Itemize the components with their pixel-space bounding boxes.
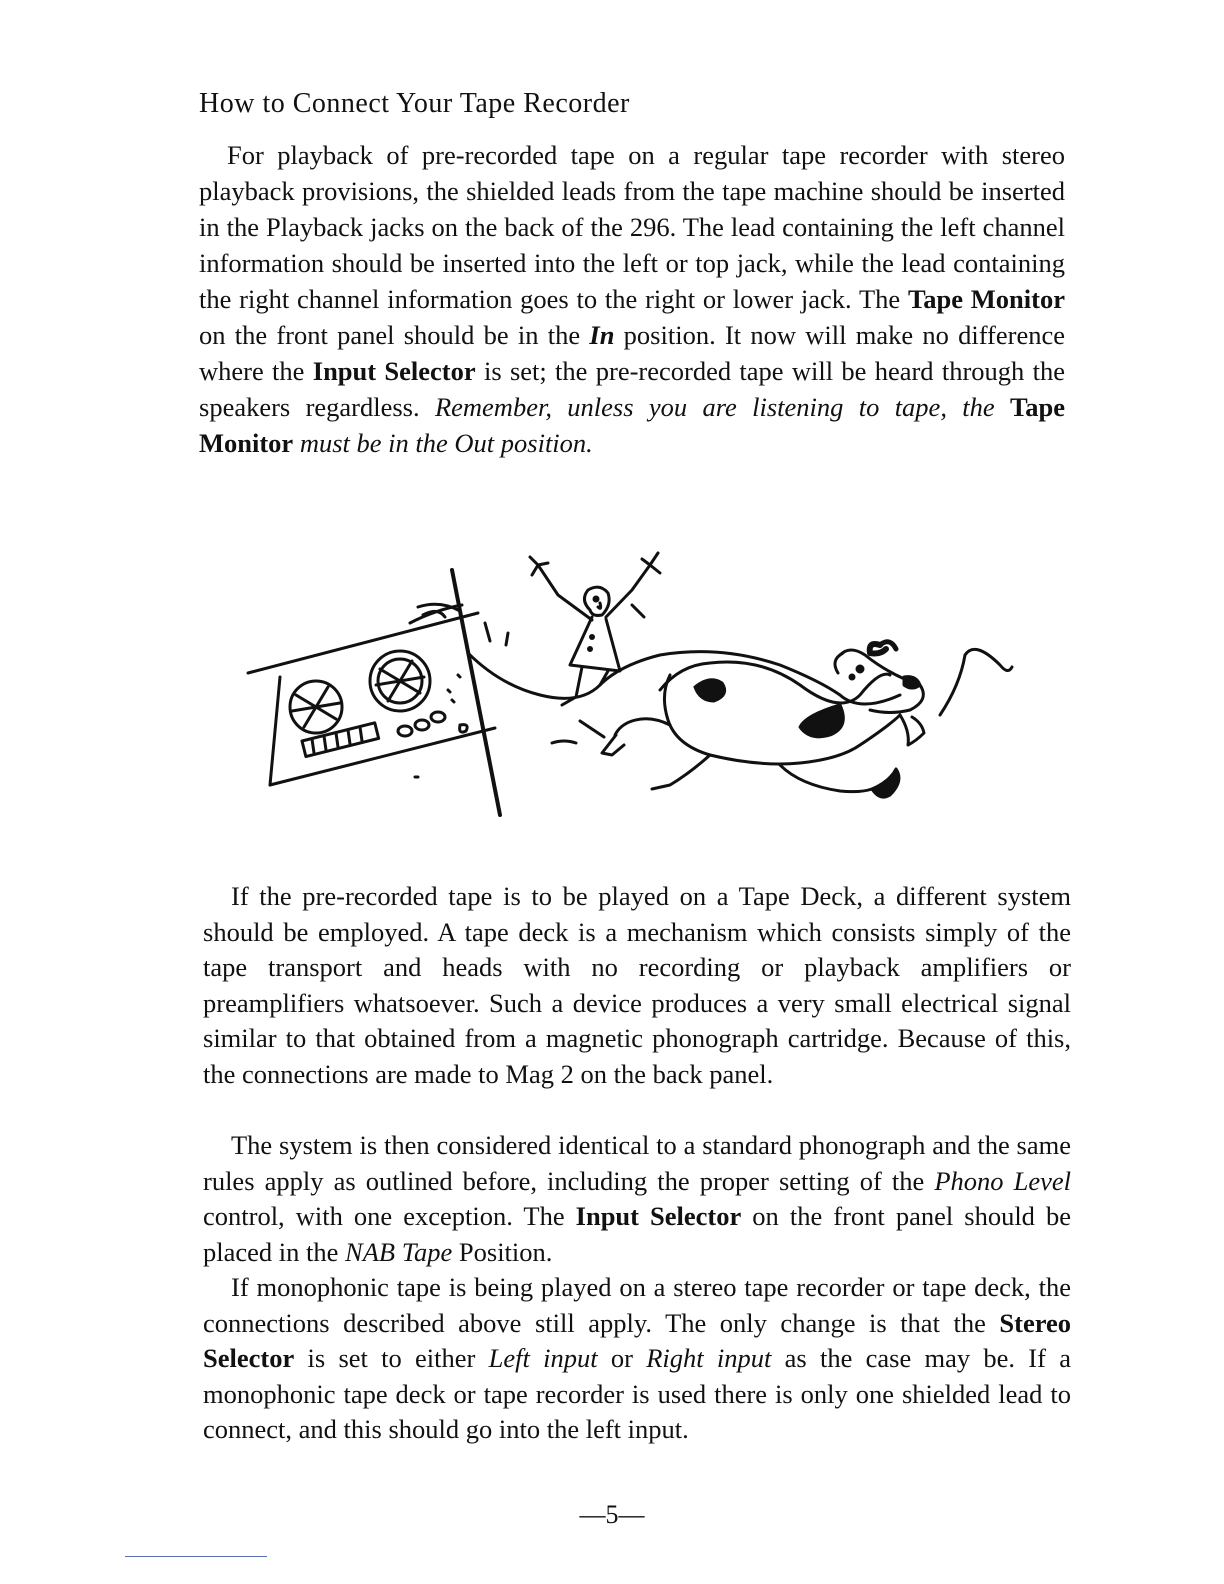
section-heading: How to Connect Your Tape Recorder — [199, 88, 630, 119]
text-run: If monophonic tape is being played on a stereo tape recorder or tape deck, the connections described above still apply. The only change is that the — [203, 1272, 1071, 1338]
bold-term-tape-monitor-2: Tape Monitor — [199, 392, 1065, 458]
text-run: or — [597, 1343, 647, 1373]
paragraph-playback-connection — [199, 137, 1065, 461]
text-run: The system is then considered identical to a standard phonograph and the same rules apply as outlined before, including the proper setting of the — [203, 1130, 1071, 1196]
paragraph-monophonic-tape — [203, 1270, 1071, 1448]
page-number: —5— — [579, 1500, 645, 1529]
italic-term-right-input: Right input — [646, 1343, 772, 1373]
text-run: on the front panel should be in the — [199, 320, 590, 350]
paragraph-tape-deck — [203, 879, 1071, 1092]
tape-recorder-icon — [248, 570, 500, 815]
paragraph-phonograph-rules — [203, 1128, 1071, 1270]
bold-term-input-selector: Input Selector — [312, 356, 476, 386]
text-run: For playback of pre-recorded tape on a regular tape recorder with stereo playback provisions, the shielded leads from the tape machine should be inserted in the Playback jacks on the back of the 296. The lead containing the left channel information should be inserted into the left or top jack, while the lead containing the right channel information goes to the right or lower jack. The — [199, 140, 1065, 314]
italic-term-nab-tape: NAB Tape — [345, 1236, 453, 1267]
man-figure-icon — [530, 553, 660, 705]
italic-term-left-input: Left input — [488, 1343, 598, 1373]
dog-icon — [552, 642, 924, 797]
italic-term-phono-level: Phono Level — [934, 1165, 1072, 1196]
text-run: control, with one exception. The — [203, 1201, 576, 1231]
italic-reminder-end: must be in the Out position. — [293, 428, 593, 458]
bold-term-stereo-selector: Stereo Selector — [203, 1307, 1071, 1373]
text-run: as the case may be. If a monophonic tape deck or tape recorder is used there is only one shielded lead to connect, and this should go into the left input. — [203, 1343, 1071, 1444]
text-run: Position. — [452, 1236, 553, 1267]
text-run: is set to either — [294, 1343, 489, 1373]
bold-term-tape-monitor: Tape Monitor — [908, 284, 1065, 314]
italic-reminder: Remember, unless you are listening to tape, the — [434, 392, 1010, 422]
text-run: is set; the pre-recorded tape will be heard through the speakers regardless. — [199, 356, 1065, 422]
tape-recorder-dog-illustration — [240, 545, 1030, 845]
text-run: on the front panel should be placed in the — [203, 1201, 1071, 1267]
italic-term-in: In — [589, 320, 615, 350]
text-run: If the pre-recorded tape is to be played on a Tape Deck, a different system should be employed. A tape deck is a mechanism which consists simply of the tape transport and heads with no recording or playback amplifiers or preamplifiers whatsoever. Such a device produces a very small electrical signal similar to that obtained from a magnetic phonograph cartridge. Because of this, the connections are made to Mag 2 on the back panel. — [203, 881, 1071, 1089]
corner-rule — [125, 1556, 267, 1557]
text-run: position. It now will make no difference where the — [199, 320, 1065, 386]
bold-term-input-selector: Input Selector — [575, 1201, 742, 1231]
